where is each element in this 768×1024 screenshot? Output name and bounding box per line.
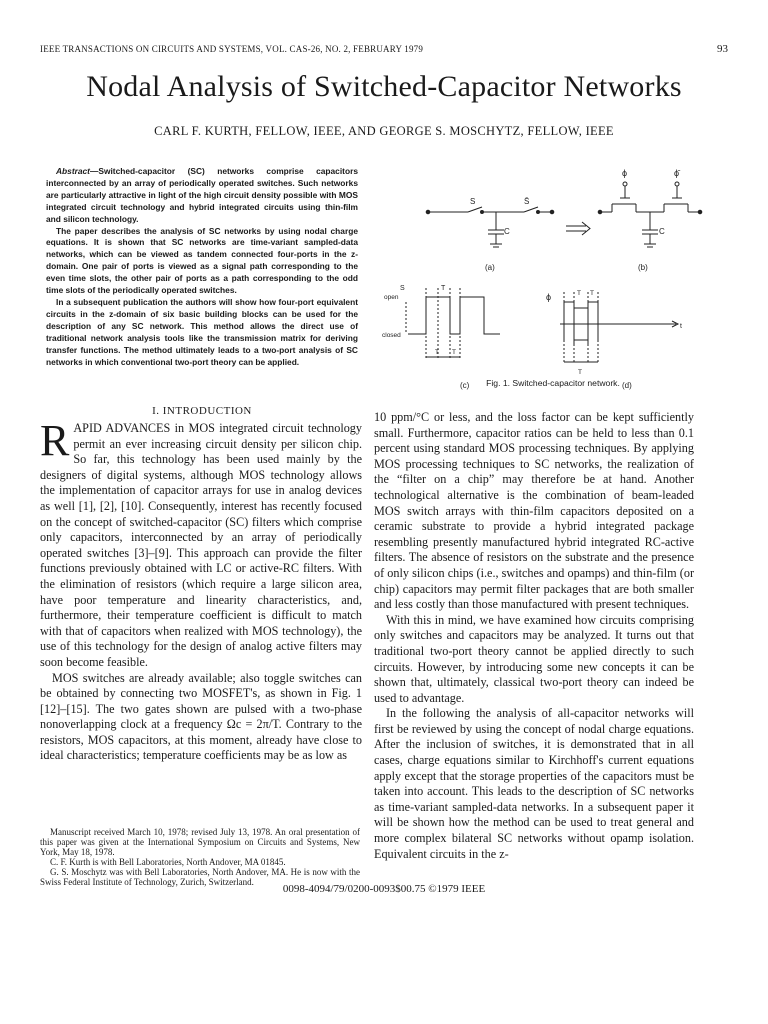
label-phi-d: ϕ (546, 292, 552, 302)
copyright-line: 0098-4094/79/0200-0093$00.75 ©1979 IEEE (282, 883, 486, 895)
abstract-paragraph-1 (46, 166, 358, 226)
label-t-axis: t (680, 323, 682, 330)
intro-paragraph-4: With this in mind, we have examined how circuits comprising only switches and capacitors may be analyzed. It turns out that traditional two-port theory cannot be applied directly to such circuits. However, by introducing some new concepts it can be shown that, ultimately, classical two-port theory can indeed be used to advantage. (374, 612, 694, 705)
label-tau-d: T (577, 290, 581, 297)
abstract-paragraph-2: The paper describes the analysis of SC networks by using nodal charge equations. It is shown that SC networks are time-variant sampled-data networks, which can be viewed as tandem connected four-ports in the z-domain. One pair of ports is viewed as a signal path corresponding to the even time slots, the other pair of ports as a path corresponding to the odd time slots of the periodically operated switches. (46, 225, 358, 296)
intro-text-1: APID ADVANCES in MOS integrated circuit technology permit an ever increasing circuit density per silicon chip. So far, this technology has been used mainly by the designers of digital systems, although MOS technology allows the implementation of capacitor arrays for use in analog devices as well [1], [2], [10]. Consequently, interest has recently focused on the concept of switched-capacitor (SC) filters which comprise only capacitors, interconnected by an array of periodically operated switches [3]–[9]. This approach can provide the filter functions previously obtained with LC or active-RC filters. With the elimination of resistors (which require a large silicon area, have poor temperature and linearity characteristics, and, furthermore, their temperature coefficient is difficult to match with that of capacitors when realized with MOS technology), the use of this technology for the design of analog active filters may soon become feasible. (40, 421, 362, 669)
abstract-text-1: —Switched-capacitor (SC) networks comprise capacitors interconnected by an array of periodically operated switches. Such networks are particularly attractive in light of the high circuit density possible with MOS integrated circuit technology and hybrid integrated circuits using thin-film and silicon technology. (46, 166, 358, 224)
dropcap: R (40, 416, 70, 465)
paper-authors: CARL F. KURTH, FELLOW, IEEE, AND GEORGE S. MOSCHYTZ, FELLOW, IEEE (154, 124, 614, 138)
label-a: (a) (485, 263, 495, 272)
intro-paragraph-5: In the following the analysis of all-capacitor networks will first be reviewed by using the concept of nodal charge equations. After the inclusion of switches, it is demonstrated that in all cases, charge equations similar to Kirchhoff's current equations apply except that the storage properties of the capacitors must be taken into account. This leads to the description of SC networks as time-variant sampled-data networks. In a subsequent paper it will be shown how the method can be used to treat general and more complex bilateral SC networks without opamp isolation. Equivalent circuits in the z- (374, 706, 694, 861)
label-b: (b) (638, 263, 648, 272)
circuit-a (426, 207, 554, 247)
section-heading-introduction: I. INTRODUCTION (152, 405, 252, 417)
label-phi-bar: ϕ̄ (674, 168, 680, 178)
abstract (46, 166, 358, 368)
intro-paragraph-1 (40, 416, 362, 671)
page-number: 93 (717, 43, 728, 55)
abstract-lead: Abstract (56, 166, 90, 176)
body-column-right (374, 410, 694, 862)
footnote (40, 827, 360, 887)
label-s: S (470, 197, 476, 206)
intro-paragraph-2: MOS switches are already available; also toggle switches can be obtained by connecting two MOSFET's, as shown in Fig. 1 [12]–[15]. The two gates shown are pulsed with a two-phase nonoverlapping clock at a frequency Ωc = 2π/T. Contrary to the resistors, MOS capacitors, at this moment, already have close to ideal characteristics; temperature coefficients may be as low as (40, 670, 362, 763)
label-phi: ϕ (622, 168, 628, 178)
circuit-b (598, 182, 702, 247)
label-tau-d2: T (590, 290, 594, 297)
label-s-bar: S̄ (524, 197, 530, 206)
label-open: open (384, 294, 399, 301)
footnote-kurth: C. F. Kurth is with Bell Laboratories, North Andover, MA 01845. (50, 857, 286, 867)
running-head (40, 44, 728, 58)
label-c: (c) (460, 381, 470, 390)
label-t-d: T (578, 369, 582, 376)
figure-caption: Fig. 1. Switched-capacitor network. (486, 378, 620, 388)
label-c-a: C (504, 227, 510, 236)
intro-paragraph-3: 10 ppm/°C or less, and the loss factor can be kept sufficiently small. Furthermore, capacitor ratios can be held to less than 0.1 percent using standard MOS processing techniques. By applying MOS processing techniques to SC networks, the realization of the “filter on a chip” may therefore be at hand. Another technological alternative is the combination of beam-leaded MOS switch arrays with thin-film capacitors deposited on a ceramic substrate to provide a hybrid integrated package resembling presently manufactured hybrid integrated RC-active filters. The absence of resistors on the substrate and the presence of only silicon chips (i.e., switches and opamps) and thin-film (or chip) capacitors may permit filter packages that are both smaller and less costly than those manufactured with present techniques. (374, 410, 694, 612)
journal-header: IEEE TRANSACTIONS ON CIRCUITS AND SYSTEMS, VOL. CAS-26, NO. 2, FEBRUARY 1979 (40, 44, 424, 54)
arrow-implies (566, 222, 590, 235)
footnote-received: Manuscript received March 10, 1978; revised July 13, 1978. An oral presentation of this paper was given at the International Symposium on Circuits and Systems, New York, May 18, 1978. (40, 827, 360, 857)
label-d: (d) (622, 381, 632, 390)
footnote-moschytz: G. S. Moschytz was with Bell Laboratories, North Andover, MA. He is now with the Swiss Federal Institute of Technology, Zurich, Switzerland. (40, 867, 360, 887)
paper-title: Nodal Analysis of Switched-Capacitor Networks (86, 70, 682, 103)
label-s-c: S (400, 285, 405, 292)
label-t-c: T (441, 285, 446, 292)
label-tau-c2: T (452, 349, 456, 356)
figure-1 (378, 164, 728, 396)
label-closed: closed (382, 332, 401, 339)
abstract-paragraph-3: In a subsequent publication the authors will show how four-port equivalent circuits in the z-domain of six basic building blocks can be used for the description of any SC network. This method allows the direct use of traditional network analysis tools like the transmission matrix for deriving transfer functions. The method ultimately leads to a two-port analysis of SC networks in which conventional two-port theory can be applied. (46, 296, 358, 367)
body-column-left (40, 416, 362, 764)
label-c-b: C (659, 227, 665, 236)
label-tau-c1: T (435, 349, 439, 356)
waveform-d (560, 292, 678, 364)
